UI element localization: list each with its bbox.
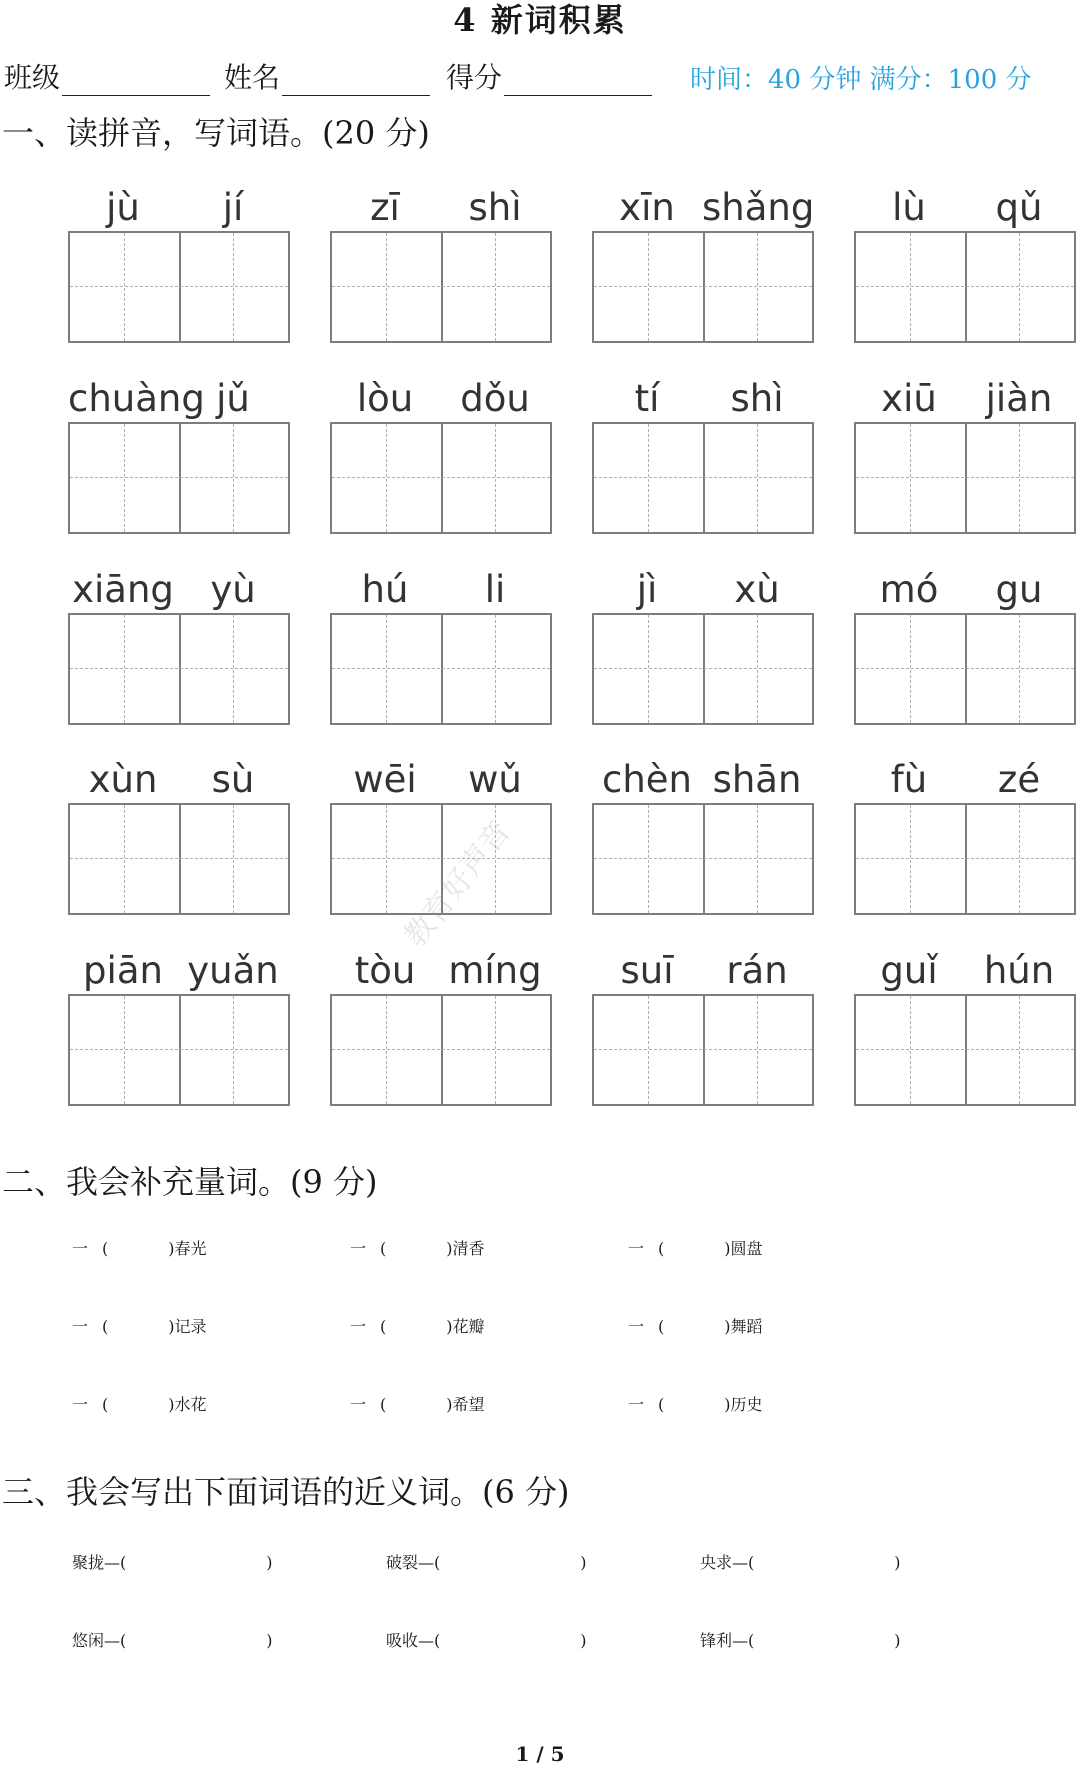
pinyin-word-group [854,376,1076,572]
box-divider [179,615,181,723]
guide-line [1019,424,1020,532]
guide-line [648,424,649,532]
pinyin-syllable: jù [106,186,140,229]
pinyin-syllable: shǎng [702,186,815,229]
pinyin-syllable: piān [83,949,163,992]
pinyin-word-group [592,567,814,763]
guide-line [1019,805,1020,913]
guide-line [594,1049,812,1050]
guide-line [70,1049,288,1050]
dash-paren-open: —( [732,1553,755,1572]
worksheet-title: 4 新词积累 [453,1,627,39]
score-blank[interactable] [504,65,652,96]
noun-word: 记录 [174,1317,207,1336]
writing-boxes[interactable] [854,422,1076,534]
guide-line [856,477,1074,478]
guide-line [757,996,758,1104]
prefix-one: 一 [628,1239,645,1258]
pinyin-syllable: míng [448,949,542,992]
section1-title: 一、读拼音，写词语。(20 分) [2,114,430,152]
guide-line [910,805,911,913]
guide-line [648,615,649,723]
pinyin-syllable: xiāng [72,568,174,611]
guide-line [386,424,387,532]
guide-line [495,615,496,723]
box-divider [179,424,181,532]
writing-boxes[interactable] [854,613,1076,725]
paren-close: ) [580,1631,587,1650]
prefix-one: 一 [628,1395,645,1414]
guide-line [386,233,387,341]
name-field[interactable] [224,60,430,96]
synonym-item [700,1628,901,1651]
prefix-one: 一 [72,1239,89,1258]
writing-boxes[interactable] [854,803,1076,915]
synonym-item [386,1628,587,1651]
writing-boxes[interactable] [330,613,552,725]
pinyin-syllable: guǐ [880,949,938,992]
pinyin-word-group [330,948,552,1144]
paren-open: ( [380,1317,387,1336]
source-word: 吸收 [386,1631,419,1650]
noun-word: 历史 [730,1395,763,1414]
box-divider [703,615,705,723]
measure-word-item [72,1236,207,1259]
pinyin-syllable: tòu [354,949,416,992]
guide-line [495,424,496,532]
pinyin-syllable: yuǎn [187,949,279,992]
pinyin-syllable: jǔ [216,377,250,420]
guide-line [757,615,758,723]
dash-paren-open: —( [104,1553,127,1572]
guide-line [594,477,812,478]
guide-line [648,233,649,341]
measure-word-item [72,1314,207,1337]
guide-line [648,805,649,913]
measure-word-item [350,1392,485,1415]
guide-line [856,286,1074,287]
guide-line [856,858,1074,859]
measure-word-item [350,1236,485,1259]
guide-line [124,233,125,341]
source-word: 央求 [700,1553,733,1572]
student-info-row [4,60,1074,100]
pinyin-word-group [68,948,290,1144]
section2-title: 二、我会补充量词。(9 分) [2,1163,378,1201]
writing-boxes[interactable] [592,613,814,725]
class-field[interactable] [4,60,210,96]
guide-line [332,477,550,478]
guide-line [910,615,911,723]
writing-boxes[interactable] [68,994,290,1106]
guide-line [332,668,550,669]
pinyin-word-group [854,185,1076,381]
synonym-item [72,1628,273,1651]
pinyin-syllable: xù [734,568,780,611]
guide-line [233,615,234,723]
guide-line [594,668,812,669]
prefix-one: 一 [72,1317,89,1336]
writing-boxes[interactable] [68,613,290,725]
dash-paren-open: —( [418,1553,441,1572]
watermark: 教育好声音 [397,814,518,955]
paren-close: ) [266,1553,273,1572]
prefix-one: 一 [72,1395,89,1414]
noun-word: 希望 [452,1395,485,1414]
writing-boxes[interactable] [330,422,552,534]
guide-line [856,668,1074,669]
dash-paren-open: —( [104,1631,127,1650]
guide-line [594,858,812,859]
paren-close: ) [266,1631,273,1650]
measure-word-item [628,1392,763,1415]
pinyin-syllable: rán [726,949,788,992]
pinyin-syllable: hú [361,568,409,611]
writing-boxes[interactable] [592,803,814,915]
pinyin-word-group [592,948,814,1144]
source-word: 锋利 [700,1631,733,1650]
pinyin-word-group [68,757,290,953]
score-label: 得分 [446,61,503,94]
box-divider [441,424,443,532]
paren-close: ) [168,1317,175,1336]
writing-boxes[interactable] [68,803,290,915]
pinyin-syllable: wēi [353,758,417,801]
pinyin-syllable: fù [890,758,928,801]
guide-line [757,424,758,532]
guide-line [1019,615,1020,723]
pinyin-word-group [592,757,814,953]
guide-line [495,233,496,341]
box-divider [965,424,967,532]
guide-line [233,805,234,913]
guide-line [124,424,125,532]
pinyin-syllable: shì [468,186,522,229]
pinyin-syllable: yù [210,568,256,611]
guide-line [233,996,234,1104]
pinyin-syllable: jiàn [985,377,1053,420]
paren-open: ( [658,1239,665,1258]
prefix-one: 一 [350,1395,367,1414]
noun-word: 春光 [174,1239,207,1258]
pinyin-syllable: gu [995,568,1043,611]
guide-line [594,286,812,287]
pinyin-syllable: dǒu [460,377,530,420]
pinyin-syllable: sù [211,758,255,801]
pinyin-syllable: li [484,568,506,611]
box-divider [179,996,181,1104]
noun-word: 舞蹈 [730,1317,763,1336]
paren-open: ( [102,1395,109,1414]
source-word: 悠闲 [72,1631,105,1650]
box-divider [703,424,705,532]
guide-line [332,858,550,859]
guide-line [1019,996,1020,1104]
pinyin-syllable: lù [892,186,926,229]
measure-word-item [628,1236,763,1259]
pinyin-word-group [330,376,552,572]
paren-close: ) [894,1553,901,1572]
guide-line [757,233,758,341]
guide-line [386,996,387,1104]
dash-paren-open: —( [732,1631,755,1650]
guide-line [124,805,125,913]
noun-word: 水花 [174,1395,207,1414]
writing-boxes[interactable] [68,231,290,343]
dash-paren-open: —( [418,1631,441,1650]
synonym-item [700,1550,901,1573]
guide-line [910,996,911,1104]
measure-word-item [350,1314,485,1337]
prefix-one: 一 [628,1317,645,1336]
pinyin-syllable: jí [222,186,244,229]
pinyin-syllable: chuàng [68,377,205,420]
pinyin-word-group [330,567,552,763]
measure-word-item [628,1314,763,1337]
noun-word: 圆盘 [730,1239,763,1258]
name-label: 姓名 [224,61,281,94]
paren-close: ) [724,1239,731,1258]
prefix-one: 一 [350,1317,367,1336]
guide-line [648,996,649,1104]
guide-line [70,668,288,669]
pinyin-word-group [592,376,814,572]
guide-line [856,1049,1074,1050]
pinyin-word-group [854,757,1076,953]
box-divider [441,996,443,1104]
pinyin-syllable: xùn [88,758,158,801]
pinyin-syllable: jì [636,568,658,611]
paren-close: ) [724,1395,731,1414]
pinyin-syllable: xiū [881,377,937,420]
source-word: 破裂 [386,1553,419,1572]
box-divider [441,615,443,723]
paren-close: ) [446,1395,453,1414]
box-divider [965,996,967,1104]
guide-line [332,1049,550,1050]
box-divider [965,233,967,341]
guide-line [124,615,125,723]
noun-word: 清香 [452,1239,485,1258]
paren-open: ( [102,1317,109,1336]
prefix-one: 一 [350,1239,367,1258]
paren-close: ) [894,1631,901,1650]
box-divider [703,233,705,341]
guide-line [910,233,911,341]
paren-close: ) [168,1239,175,1258]
paren-close: ) [724,1317,731,1336]
class-blank[interactable] [62,65,210,96]
section3-title: 三、我会写出下面词语的近义词。(6 分) [2,1473,570,1511]
class-label: 班级 [4,61,61,94]
pinyin-syllable: mó [879,568,939,611]
score-field[interactable] [446,60,652,96]
pinyin-word-group [68,567,290,763]
pinyin-syllable: zé [997,758,1041,801]
box-divider [179,805,181,913]
pinyin-syllable: chèn [601,758,692,801]
writing-boxes[interactable] [68,422,290,534]
guide-line [124,996,125,1104]
paren-close: ) [446,1317,453,1336]
pinyin-word-group [592,185,814,381]
writing-boxes[interactable] [330,231,552,343]
measure-word-item [72,1392,207,1415]
guide-line [386,805,387,913]
synonym-item [72,1550,273,1573]
guide-line [70,858,288,859]
paren-close: ) [168,1395,175,1414]
box-divider [965,615,967,723]
writing-boxes[interactable] [330,994,552,1106]
guide-line [757,805,758,913]
guide-line [495,996,496,1104]
writing-boxes[interactable] [592,422,814,534]
box-divider [441,233,443,341]
noun-word: 花瓣 [452,1317,485,1336]
pinyin-word-group [68,376,290,572]
pinyin-syllable: wǔ [468,758,522,801]
guide-line [233,233,234,341]
box-divider [703,805,705,913]
time-score-info: 时间：40 分钟 满分：100 分 [690,65,1032,95]
guide-line [70,477,288,478]
writing-boxes[interactable] [854,231,1076,343]
writing-boxes[interactable] [592,231,814,343]
guide-line [70,286,288,287]
guide-line [332,286,550,287]
writing-boxes[interactable] [592,994,814,1106]
box-divider [703,996,705,1104]
pinyin-word-group [854,948,1076,1144]
paren-open: ( [380,1239,387,1258]
pinyin-syllable: hún [983,949,1055,992]
pinyin-word-group [330,185,552,381]
paren-open: ( [658,1317,665,1336]
guide-line [910,424,911,532]
name-blank[interactable] [282,65,430,96]
guide-line [386,615,387,723]
pinyin-word-group [854,567,1076,763]
pinyin-syllable: shān [712,758,802,801]
pinyin-syllable: shì [730,377,784,420]
synonym-item [386,1550,587,1573]
pinyin-syllable: lòu [356,377,414,420]
box-divider [179,233,181,341]
paren-open: ( [102,1239,109,1258]
box-divider [965,805,967,913]
writing-boxes[interactable] [854,994,1076,1106]
paren-open: ( [658,1395,665,1414]
pinyin-syllable: qǔ [995,186,1043,229]
paren-close: ) [446,1239,453,1258]
source-word: 聚拢 [72,1553,105,1572]
pinyin-syllable: xīn [619,186,675,229]
paren-open: ( [380,1395,387,1414]
paren-close: ) [580,1553,587,1572]
page-number: 1 / 5 [515,1742,565,1766]
guide-line [233,424,234,532]
pinyin-syllable: suī [620,949,674,992]
pinyin-syllable: tí [634,377,660,420]
pinyin-syllable: zī [370,186,400,229]
guide-line [1019,233,1020,341]
pinyin-word-group [68,185,290,381]
